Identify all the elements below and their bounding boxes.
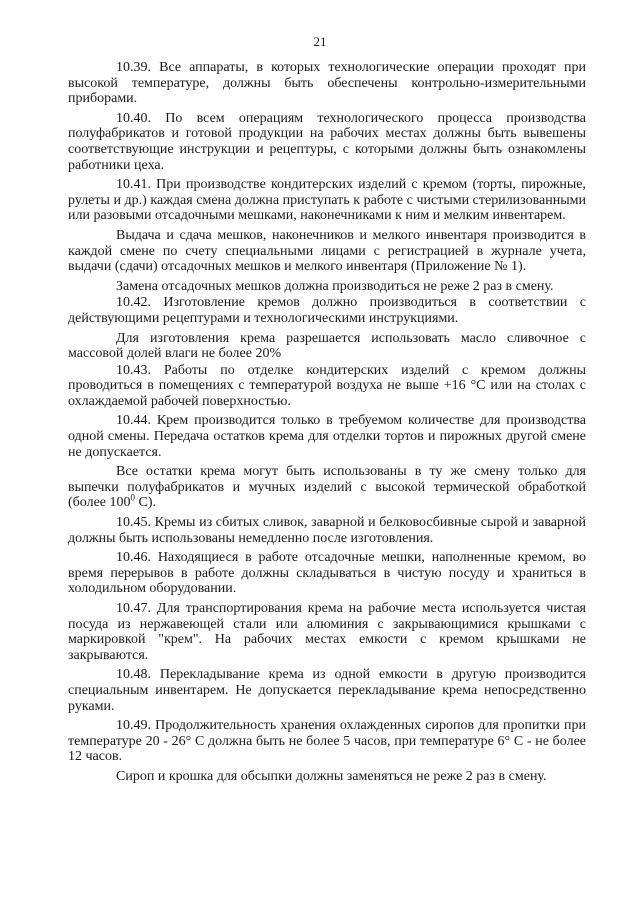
page-number: 21 bbox=[313, 34, 327, 49]
paragraph-10-45: 10.45. Кремы из сбитых сливок, заварной и белковосбивные сырой и заварной должны быть использованы немедленно после изготовления. bbox=[68, 515, 586, 546]
paragraph-cream-leftovers-text: Все остатки крема могут быть использованы в ту же смену только для выпечки полуфабрикатов и мучных изделий с высокой термической обработкой (более 100 bbox=[68, 464, 586, 511]
paragraph-10-40: 10.40. По всем операциям технологического процесса производства полуфабрикатов и готовой продукции на рабочих местах должны быть вывешены соответствующие инструкции и рецептуры, с которыми должны быть ознакомлены работники цеха. bbox=[68, 110, 586, 173]
paragraph-10-49: 10.49. Продолжительность хранения охлажденных сиропов для пропитки при температуре 20 - 26° С должна быть не более 5 часов, при температуре 6° С - не более 12 часов. bbox=[68, 718, 586, 765]
paragraph-10-48: 10.48. Перекладывание крема из одной емкости в другую производится специальным инвентарем. Не допускается перекладывание крема непосредственно руками. bbox=[68, 667, 586, 714]
paragraph-10-47: 10.47. Для транспортирования крема на рабочие места используется чистая посуда из нержавеющей стали или алюминия с закрывающимися крышками с маркировкой "крем". На рабочих местах емкости с кремом крышками не закрываются. bbox=[68, 601, 586, 663]
paragraph-10-44: 10.44. Крем производится только в требуемом количестве для производства одной смены. Передача остатков крема для отделки тортов и пирожных другой смене не допускается. bbox=[68, 413, 586, 460]
paragraph-bags-issue: Выдача и сдача мешков, наконечников и мелкого инвентаря производится в каждой смене по счету специальными лицами с регистрацией в журнале учета, выдачи (сдачи) отсадочных мешков и мелкого инвентаря (Приложение № 1). bbox=[68, 227, 586, 275]
paragraph-bags-replacement: Замена отсадочных мешков должна производиться не реже 2 раз в смену. bbox=[116, 278, 554, 294]
paragraph-syrup: Сироп и крошка для обсыпки должны заменяться не реже 2 раз в смену. bbox=[116, 768, 547, 784]
paragraph-10-46: 10.46. Находящиеся в работе отсадочные мешки, наполненные кремом, во время перерывов в работе должны складываться в чистую посуду и храниться в холодильном оборудовании. bbox=[68, 550, 586, 597]
paragraph-cream-leftovers-tail: С). bbox=[135, 495, 157, 511]
paragraph-10-43: 10.43. Работы по отделке кондитерских изделий с кремом должны проводиться в помещениях с температурой воздуха не выше +16 °С или на столах с охлаждаемой рабочей поверхностью. bbox=[68, 362, 586, 409]
document-body bbox=[68, 60, 586, 789]
paragraph-10-41: 10.41. При производстве кондитерских изделий с кремом (торты, пирожные, рулеты и др.) каждая смена должна приступать к работе с чистыми стерилизованными или разовыми отсадочными мешками, наконечниками к ним и мелким инвентарем. bbox=[68, 177, 586, 224]
paragraph-cream-leftovers bbox=[68, 464, 586, 511]
paragraph-10-39: 10.39. Все аппараты, в которых технологические операции проходят при высокой температуре, должны быть обеспечены контрольно-измерительными приборами. bbox=[68, 60, 586, 107]
degree-superscript: 0 bbox=[130, 492, 136, 503]
paragraph-10-42: 10.42. Изготовление кремов должно производиться в соответствии с действующими рецептурами и технологическими инструкциями. bbox=[68, 295, 586, 326]
paragraph-butter: Для изготовления крема разрешается использовать масло сливочное с массовой долей влаги не более 20% bbox=[68, 330, 586, 362]
